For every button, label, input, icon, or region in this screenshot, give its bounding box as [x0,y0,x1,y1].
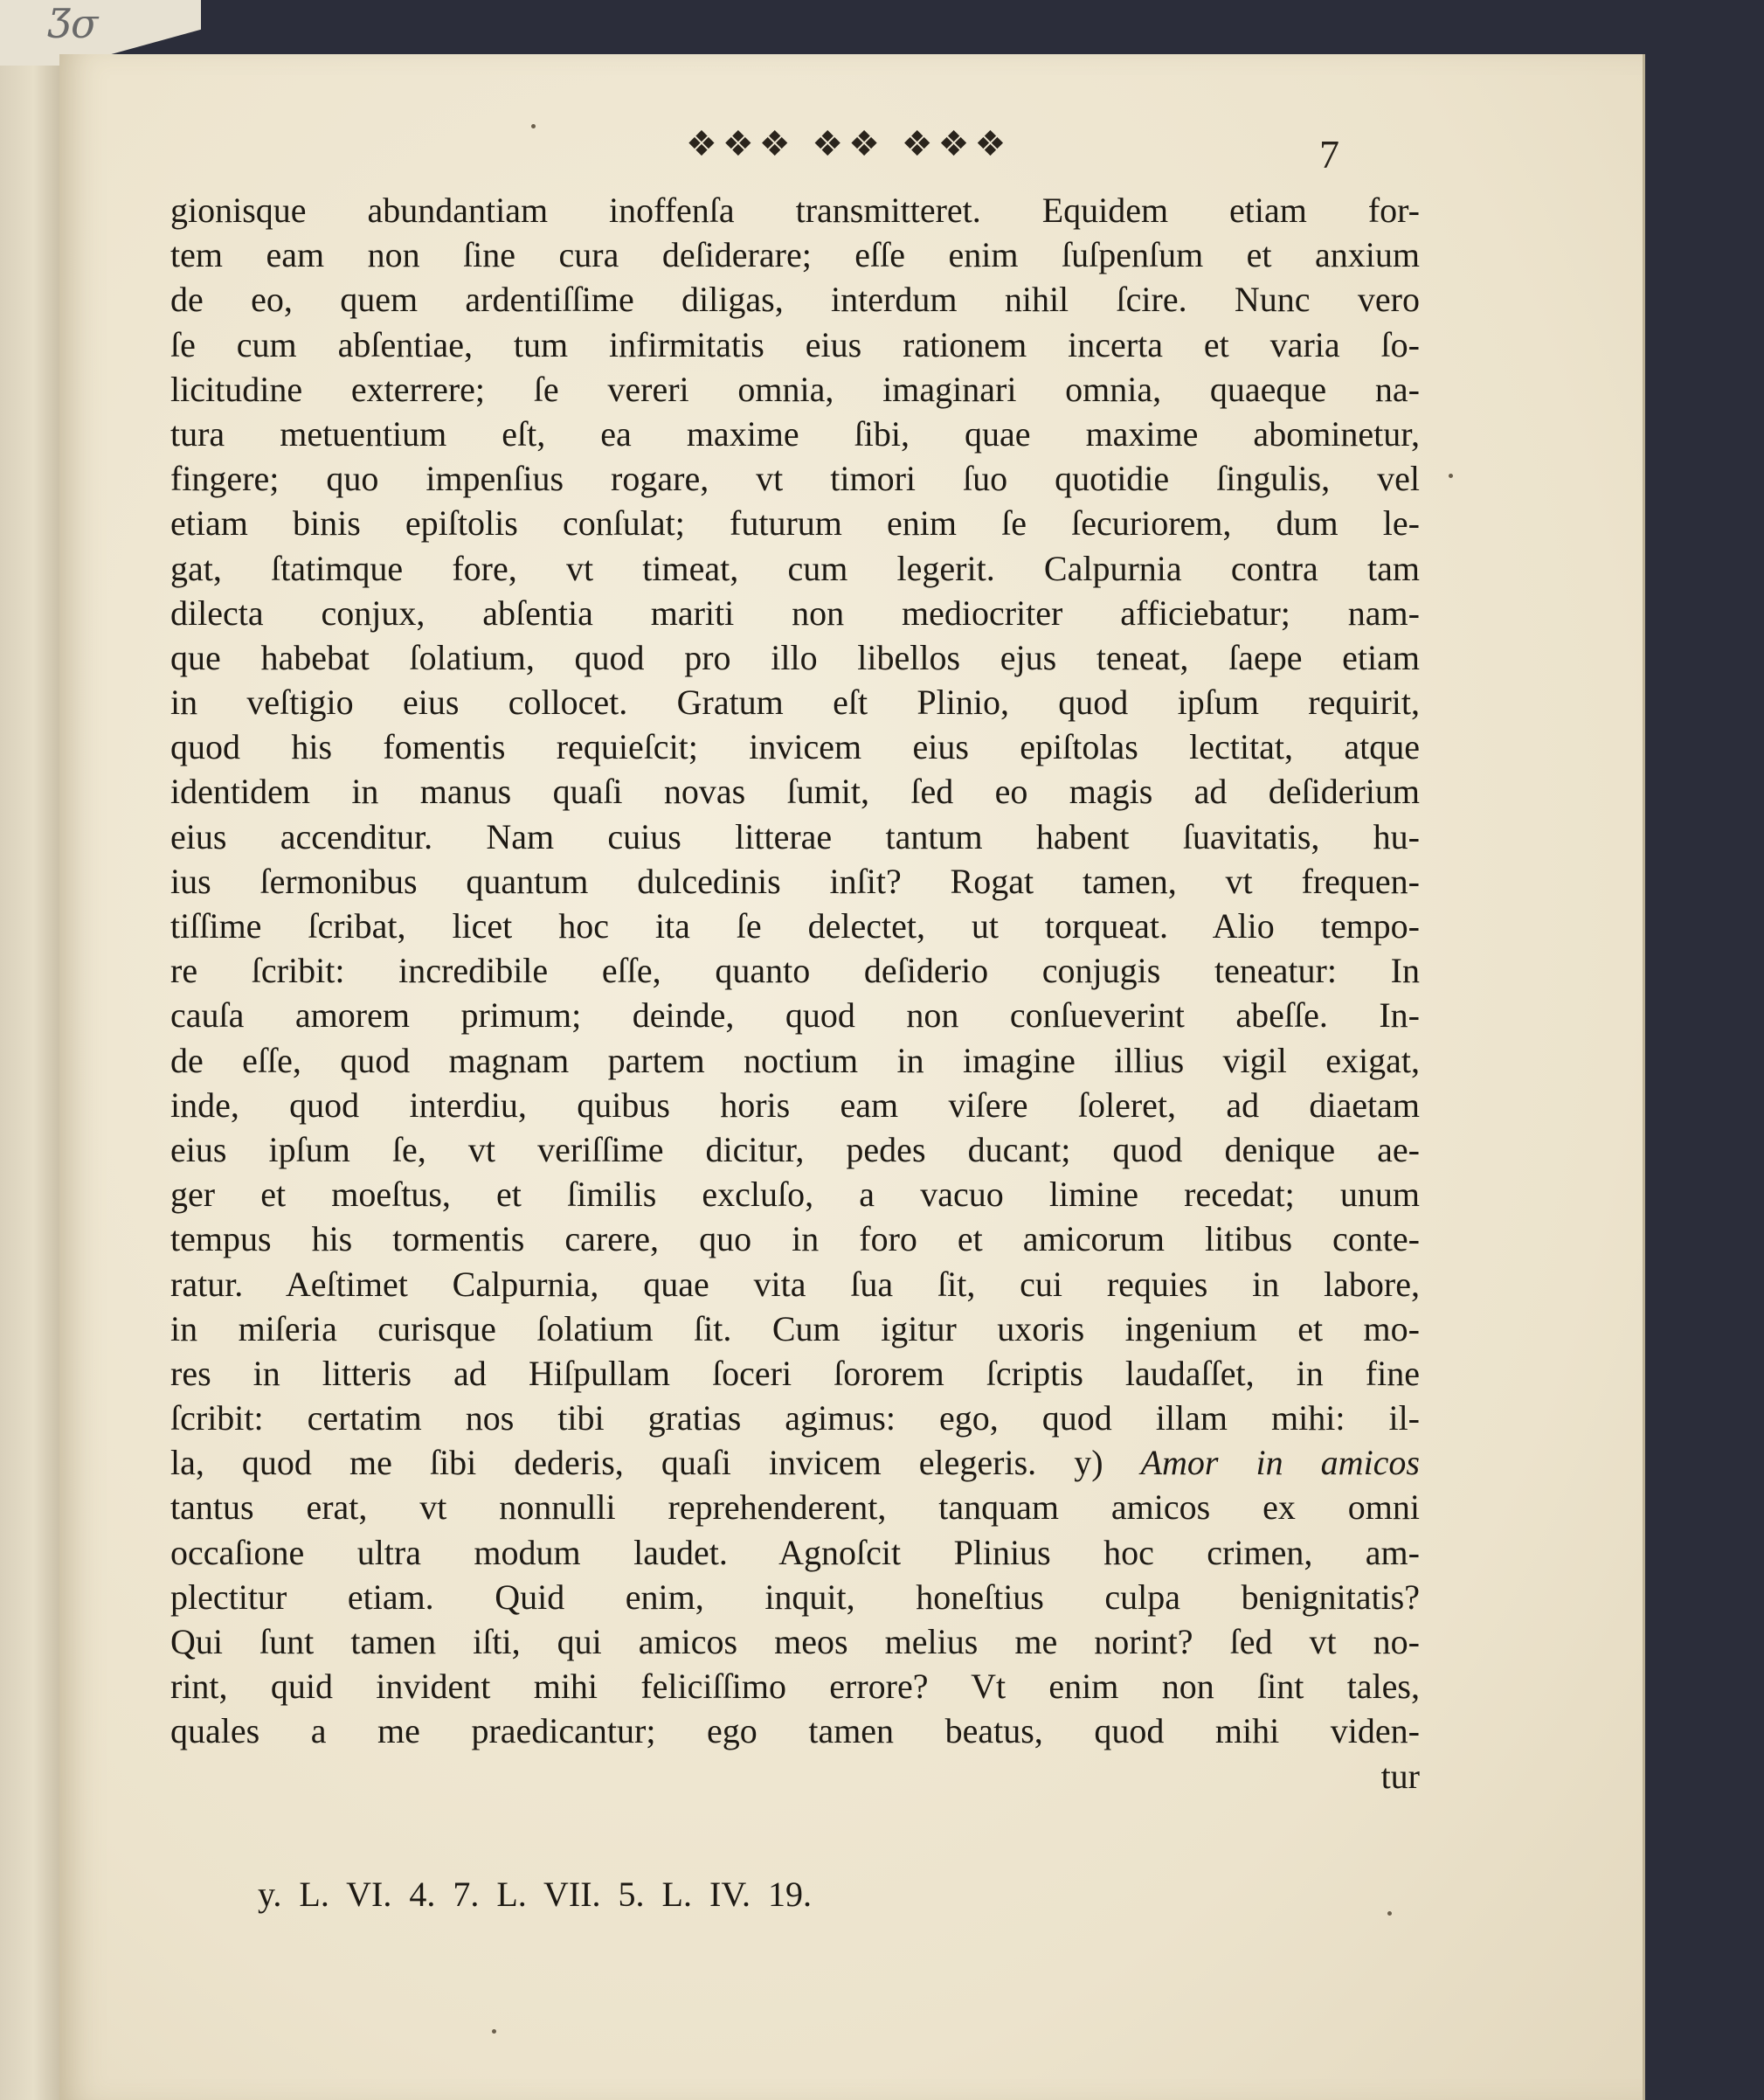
text-line: tem eam non ſine cura deſiderare; eſſe enim ſuſpenſum et anxium [170,235,1420,275]
text-line: eius accenditur. Nam cuius litterae tantum habent ſuavitatis, hu- [170,816,1420,856]
text-line: gat, ſtatimque fore, vt timeat, cum legerit. Calpurnia contra tam [170,548,1420,588]
catchword: tur [1380,1756,1420,1796]
text-line: tantus erat, vt nonnulli reprehenderent, tanquam amicos ex omni [170,1487,1420,1528]
text-line: in veſtigio eius collocet. Gratum eſt Plinio, quod ipſum requirit, [170,683,1420,723]
body-text [170,188,1420,1799]
text-line: la, quod me ſibi dederis, quaſi invicem elegeris. y) [170,1443,1103,1483]
text-line: quales a me praedicantur; ego tamen beatus, quod mihi viden- [170,1711,1420,1751]
header-ornament: ❖❖❖ ❖❖ ❖❖❖ [686,124,1012,164]
paper-speck [1387,1911,1392,1916]
text-line: re ſcribit: incredibile eſſe, quanto deſiderio conjugis teneatur: In [170,951,1420,991]
text-line: ratur. Aeſtimet Calpurnia, quae vita ſua ſit, cui requies in labore, [170,1264,1420,1304]
footnote: y. L. VI. 4. 7. L. VII. 5. L. IV. 19. [258,1875,813,1914]
text-line: licitudine exterrere; ſe vereri omnia, imaginari omnia, quaeque na- [170,369,1420,409]
text-line: etiam binis epiſtolis conſulat; futurum enim ſe ſecuriorem, dum le- [170,503,1420,544]
text-line: cauſa amorem primum; deinde, quod non conſueverint abeſſe. In- [170,995,1420,1036]
paper-speck [492,2029,496,2034]
text-line: ius ſermonibus quantum dulcedinis inſit? Rogat tamen, vt frequen- [170,861,1420,901]
text-line: res in litteris ad Hiſpullam ſoceri ſororem ſcriptis laudaſſet, in fine [170,1353,1420,1393]
text-line-with-sidenote [170,1440,1420,1485]
text-line: rint, quid invident mihi feliciſſimo errore? Vt enim non ſint tales, [170,1667,1420,1707]
text-line: inde, quod interdiu, quibus horis eam viſere ſoleret, ad diaetam [170,1085,1420,1125]
text-line: quod his fomentis requieſcit; invicem eius epiſtolas lectitat, atque [170,727,1420,767]
text-line: occaſione ultra modum laudet. Agnoſcit Plinius hoc crimen, am- [170,1532,1420,1572]
paper-speck [531,124,536,128]
text-line: tempus his tormentis carere, quo in foro et amicorum litibus conte- [170,1219,1420,1259]
text-line: plectitur etiam. Quid enim, inquit, honeſtius culpa benignitatis? [170,1577,1420,1617]
text-line: dilecta conjux, abſentia mariti non mediocriter afficiebatur; nam- [170,593,1420,633]
text-line: ſcribit: certatim nos tibi gratias agimus: ego, quod illam mihi: il- [170,1398,1420,1438]
facing-page-edge [0,35,63,2100]
page-number: 7 [1319,132,1339,177]
text-line: gionisque abundantiam inoffenſa transmitteret. Equidem etiam for- [170,191,1420,230]
text-line: in miſeria curisque ſolatium ſit. Cum igitur uxoris ingenium et mo- [170,1308,1420,1348]
corner-handwritten-mark: Ʒσ [48,0,99,47]
text-line: tura metuentium eſt, ea maxime ſibi, quae maxime abominetur, [170,413,1420,454]
text-line: de eo, quem ardentiſſime diligas, interdum nihil ſcire. Nunc vero [170,280,1420,320]
sidenote: Amor in amicos [1140,1443,1421,1483]
text-line: ger et moeſtus, et ſimilis excluſo, a vacuo limine recedat; unum [170,1175,1420,1215]
paper-speck [1449,474,1453,478]
text-line: de eſſe, quod magnam partem noctium in imagine illius vigil exigat, [170,1040,1420,1080]
text-line: fingere; quo impenſius rogare, vt timori ſuo quotidie ſingulis, vel [170,459,1420,499]
text-line: tiſſime ſcribat, licet hoc ita ſe delectet, ut torqueat. Alio tempo- [170,906,1420,946]
text-line: identidem in manus quaſi novas ſumit, ſed eo magis ad deſiderium [170,772,1420,812]
text-line: ſe cum abſentiae, tum infirmitatis eius rationem incerta et varia ſo- [170,324,1420,364]
text-line: eius ipſum ſe, vt veriſſime dicitur, pedes ducant; quod denique ae- [170,1129,1420,1169]
text-line: Qui ſunt tamen iſti, qui amicos meos melius me norint? ſed vt no- [170,1622,1420,1661]
text-line: que habebat ſolatium, quod pro illo libellos ejus teneat, ſaepe etiam [170,637,1420,677]
